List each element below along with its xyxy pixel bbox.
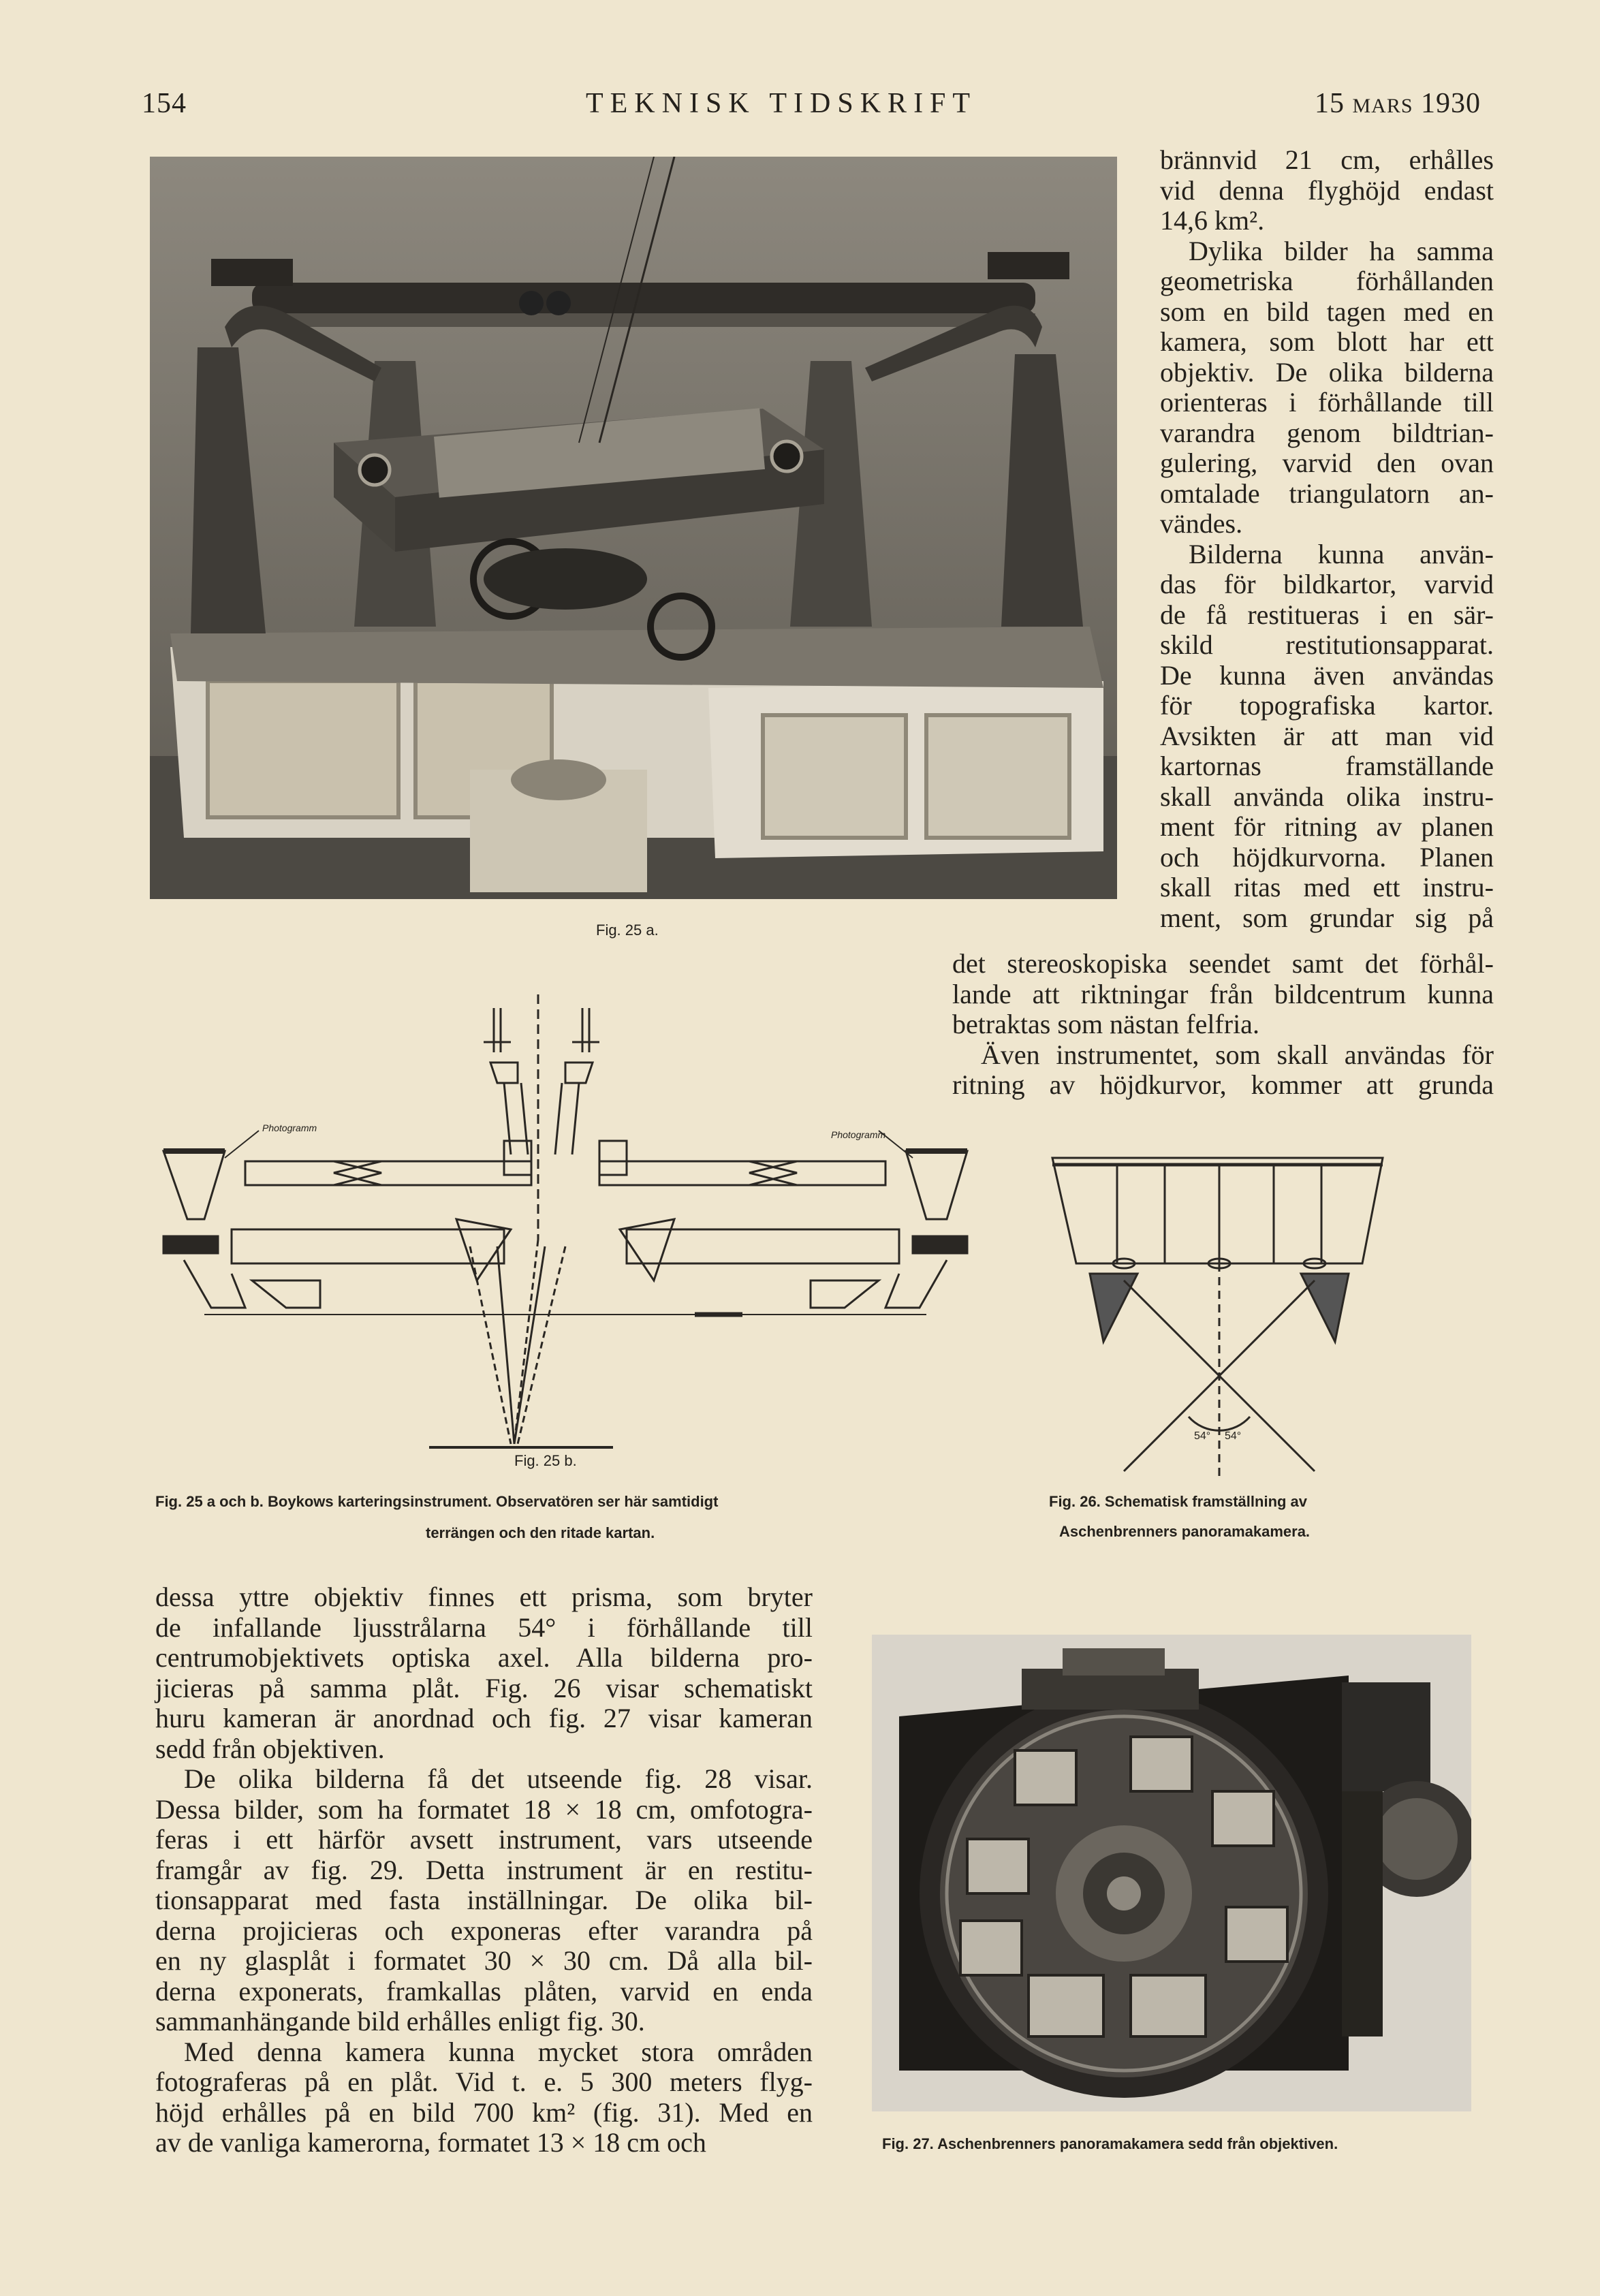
text-line: centrumobjektivets optiska axel. Alla bilderna pro- (155, 1642, 813, 1673)
fig-26-angle-right: 54° (1225, 1430, 1242, 1442)
text-line: varandra genom bildtrian- (1160, 417, 1494, 448)
fig-25b-diagram (150, 994, 981, 1464)
fig-25b-photogram-left-label: Photogramm (262, 1122, 317, 1133)
text-line: omtalade triangulatorn an- (1160, 477, 1494, 509)
text-line: De kunna även användas (1160, 659, 1494, 691)
text-line: das för bildkartor, varvid (1160, 569, 1494, 599)
text-line: sedd från objektiven. (155, 1733, 385, 1764)
text-line: som en bild tagen med en (1160, 296, 1494, 327)
text-line: Dylika bilder ha samma (1189, 235, 1494, 266)
text-line: tionsapparat med fasta inställningar. De olika bil- (155, 1885, 813, 1915)
text-line: De olika bilderna få det utseende fig. 28 visar. (184, 1763, 813, 1794)
text-line: brännvid 21 cm, erhålles (1160, 144, 1494, 175)
text-line: framgår av fig. 29. Detta instrument är en restitu- (155, 1854, 813, 1885)
fig-25-caption-line2: terrängen och den ritade kartan. (426, 1524, 655, 1541)
text-line: för topografiska kartor. (1160, 690, 1494, 721)
fig-25a-drawing (150, 157, 1117, 899)
text-line: skall ritas med ett instru- (1160, 872, 1494, 902)
text-line: av de vanliga kamerorna, formatet 13 × 18 cm och (155, 2127, 706, 2158)
issue-date-month: MARS (1352, 95, 1413, 117)
text-line: dessa yttre objektiv finnes ett prisma, som bryter (155, 1582, 813, 1612)
fig-26-diagram (1049, 1144, 1390, 1485)
journal-title: TEKNISK TIDSKRIFT (586, 88, 977, 119)
issue-date-day: 15 (1315, 88, 1353, 119)
fig-26-caption-line2: Aschenbrenners panoramakamera. (1059, 1523, 1311, 1540)
fig-25a-label: Fig. 25 a. (596, 922, 659, 939)
text-line: sammanhängande bild erhålles enligt fig. 30. (155, 2006, 645, 2036)
text-line: geometriska förhållanden (1160, 266, 1494, 296)
text-line: ment för ritning av planen (1160, 811, 1494, 842)
text-line: Med denna kamera kunna mycket stora områden (184, 2036, 813, 2067)
text-line: ritning av höjdkurvor, kommer att grunda (952, 1069, 1494, 1100)
issue-date (1315, 87, 1481, 120)
text-line: höjd erhålles på en bild 700 km² (fig. 31). Med en (155, 2096, 813, 2128)
issue-date-year: 1930 (1413, 88, 1481, 119)
text-line: en ny glasplåt i formatet 30 × 30 cm. Då alla bil- (155, 1945, 813, 1976)
text-line: Bilderna kunna använ- (1189, 538, 1494, 569)
fig-26-angle-left: 54° (1194, 1430, 1211, 1442)
text-line: fotograferas på en plåt. Vid t. e. 5 300 meters flyg- (155, 2066, 813, 2097)
text-line: skild restitutionsapparat. (1160, 629, 1494, 660)
page-number: 154 (142, 88, 187, 119)
text-line: huru kameran är anordnad och fig. 27 visar kameran (155, 1703, 813, 1733)
fig-27-photo (872, 1635, 1471, 2111)
text-line: ment, som grundar sig på (1160, 902, 1494, 933)
text-line: 14,6 km². (1160, 205, 1265, 236)
text-line: feras i ett härför avsett instrument, vars utseende (155, 1824, 813, 1855)
text-line: det stereoskopiska seendet samt det förhål- (952, 948, 1494, 979)
text-line: de infallande ljusstrålarna 54° i förhållande till (155, 1611, 813, 1643)
text-line: orienteras i förhållande till (1160, 387, 1494, 418)
text-line: de få restitueras i en sär- (1160, 599, 1494, 630)
text-line: Även instrumentet, som skall användas för (981, 1039, 1494, 1070)
left-column-bottom-text (155, 1582, 813, 2158)
text-line: vändes. (1160, 508, 1243, 539)
text-line: vid denna flyghöjd endast (1160, 174, 1494, 206)
text-line: Avsikten är att man vid (1160, 720, 1494, 751)
fig-25b-label: Fig. 25 b. (514, 1452, 577, 1469)
text-line: skall använda olika instru- (1160, 781, 1494, 812)
text-line: derna exponerats, framkallas plåten, varvid en enda (155, 1975, 813, 2007)
text-line: gulering, varvid den ovan (1160, 447, 1494, 478)
text-line: jicieras på samma plåt. Fig. 26 visar schematiskt (155, 1672, 813, 1703)
text-line: betraktas som nästan felfria. (952, 1009, 1259, 1039)
text-line: kamera, som blott har ett (1160, 326, 1494, 357)
right-column-top-text (1160, 145, 1494, 933)
text-line: lande att riktningar från bildcentrum kunna (952, 978, 1494, 1009)
fig-25a-photo (150, 157, 1117, 899)
text-line: och höjdkurvorna. Planen (1160, 841, 1494, 872)
fig-25b-photogram-right-label: Photogramm (831, 1129, 886, 1140)
text-line: Dessa bilder, som ha formatet 18 × 18 cm, omfotogra- (155, 1793, 813, 1825)
right-column-wide-text (952, 949, 1494, 1101)
fig-26-caption-line1: Fig. 26. Schematisk framställning av (1049, 1493, 1308, 1510)
text-line: objektiv. De olika bilderna (1160, 356, 1494, 388)
text-line: kartornas framställande (1160, 751, 1494, 781)
text-line: derna projicieras och exponeras efter varandra på (155, 1915, 813, 1946)
fig-27-caption: Fig. 27. Aschenbrenners panoramakamera sedd från objektiven. (882, 2135, 1338, 2152)
fig-25-caption-line1: Fig. 25 a och b. Boykows karteringsinstrument. Observatören ser här samtidigt (155, 1493, 719, 1510)
